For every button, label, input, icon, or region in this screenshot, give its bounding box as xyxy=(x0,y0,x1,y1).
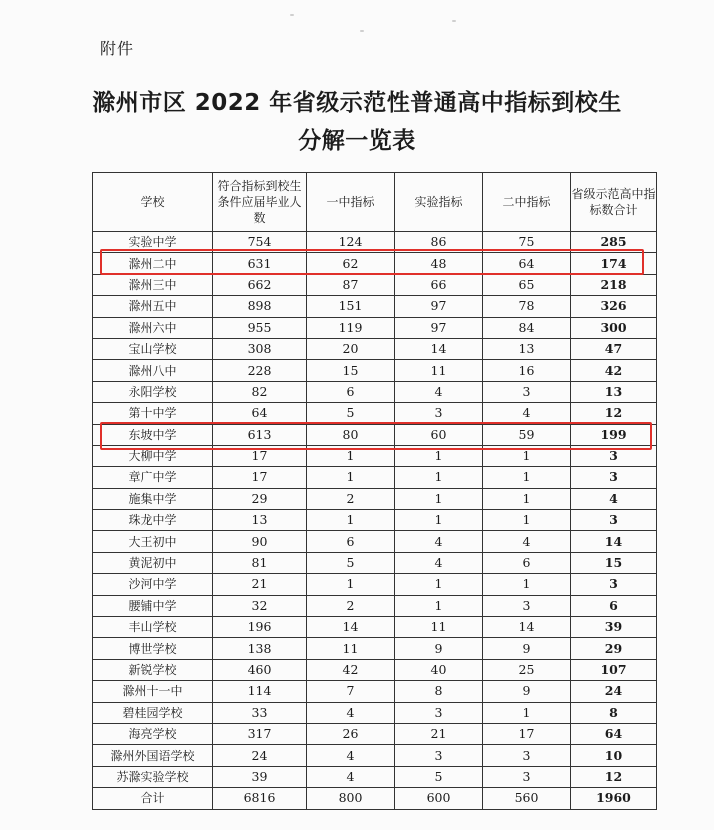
table-row xyxy=(93,681,657,702)
table-row xyxy=(93,617,657,638)
yizhong-quota-cell: 124 xyxy=(307,232,395,253)
total-quota-cell: 3 xyxy=(571,510,657,531)
school-cell: 滁州五中 xyxy=(93,296,213,317)
erzhong-quota-cell: 64 xyxy=(483,253,571,274)
col-header-yizhong: 一中指标 xyxy=(307,173,395,232)
graduates-cell: 21 xyxy=(213,574,307,595)
erzhong-quota-cell: 560 xyxy=(483,788,571,809)
total-quota-cell: 13 xyxy=(571,381,657,402)
school-cell: 大王初中 xyxy=(93,531,213,552)
yizhong-quota-cell: 42 xyxy=(307,659,395,680)
yizhong-quota-cell: 1 xyxy=(307,445,395,466)
shiyan-quota-cell: 1 xyxy=(395,510,483,531)
yizhong-quota-cell: 6 xyxy=(307,531,395,552)
yizhong-quota-cell: 7 xyxy=(307,681,395,702)
yizhong-quota-cell: 1 xyxy=(307,574,395,595)
graduates-cell: 631 xyxy=(213,253,307,274)
school-cell: 博世学校 xyxy=(93,638,213,659)
scan-speck xyxy=(360,30,364,32)
erzhong-quota-cell: 14 xyxy=(483,617,571,638)
total-quota-cell: 4 xyxy=(571,488,657,509)
yizhong-quota-cell: 151 xyxy=(307,296,395,317)
graduates-cell: 138 xyxy=(213,638,307,659)
shiyan-quota-cell: 11 xyxy=(395,617,483,638)
graduates-cell: 82 xyxy=(213,381,307,402)
yizhong-quota-cell: 62 xyxy=(307,253,395,274)
table-row xyxy=(93,552,657,573)
erzhong-quota-cell: 6 xyxy=(483,552,571,573)
shiyan-quota-cell: 1 xyxy=(395,595,483,616)
erzhong-quota-cell: 4 xyxy=(483,403,571,424)
graduates-cell: 114 xyxy=(213,681,307,702)
shiyan-quota-cell: 66 xyxy=(395,274,483,295)
shiyan-quota-cell: 3 xyxy=(395,702,483,723)
school-cell: 滁州八中 xyxy=(93,360,213,381)
table-row xyxy=(93,296,657,317)
shiyan-quota-cell: 600 xyxy=(395,788,483,809)
yizhong-quota-cell: 2 xyxy=(307,488,395,509)
yizhong-quota-cell: 20 xyxy=(307,338,395,359)
graduates-cell: 33 xyxy=(213,702,307,723)
table-row xyxy=(93,403,657,424)
yizhong-quota-cell: 5 xyxy=(307,552,395,573)
total-quota-cell: 300 xyxy=(571,317,657,338)
yizhong-quota-cell: 15 xyxy=(307,360,395,381)
scan-speck xyxy=(452,20,456,22)
school-cell: 珠龙中学 xyxy=(93,510,213,531)
erzhong-quota-cell: 3 xyxy=(483,595,571,616)
total-quota-cell: 64 xyxy=(571,723,657,744)
shiyan-quota-cell: 97 xyxy=(395,296,483,317)
graduates-cell: 6816 xyxy=(213,788,307,809)
erzhong-quota-cell: 59 xyxy=(483,424,571,445)
school-cell: 海亮学校 xyxy=(93,723,213,744)
erzhong-quota-cell: 84 xyxy=(483,317,571,338)
erzhong-quota-cell: 9 xyxy=(483,681,571,702)
shiyan-quota-cell: 14 xyxy=(395,338,483,359)
school-cell: 合计 xyxy=(93,788,213,809)
col-header-total: 省级示范高中指标数合计 xyxy=(571,173,657,232)
graduates-cell: 24 xyxy=(213,745,307,766)
graduates-cell: 898 xyxy=(213,296,307,317)
school-cell: 第十中学 xyxy=(93,403,213,424)
table-row xyxy=(93,445,657,466)
shiyan-quota-cell: 5 xyxy=(395,766,483,787)
school-cell: 滁州二中 xyxy=(93,253,213,274)
shiyan-quota-cell: 1 xyxy=(395,467,483,488)
erzhong-quota-cell: 13 xyxy=(483,338,571,359)
shiyan-quota-cell: 3 xyxy=(395,745,483,766)
total-quota-cell: 12 xyxy=(571,766,657,787)
shiyan-quota-cell: 4 xyxy=(395,552,483,573)
table-row xyxy=(93,766,657,787)
total-quota-cell: 12 xyxy=(571,403,657,424)
erzhong-quota-cell: 1 xyxy=(483,445,571,466)
erzhong-quota-cell: 1 xyxy=(483,702,571,723)
col-header-graduates: 符合指标到校生条件应届毕业人数 xyxy=(213,173,307,232)
school-cell: 施集中学 xyxy=(93,488,213,509)
shiyan-quota-cell: 40 xyxy=(395,659,483,680)
erzhong-quota-cell: 4 xyxy=(483,531,571,552)
yizhong-quota-cell: 6 xyxy=(307,381,395,402)
graduates-cell: 662 xyxy=(213,274,307,295)
school-cell: 永阳学校 xyxy=(93,381,213,402)
yizhong-quota-cell: 5 xyxy=(307,403,395,424)
erzhong-quota-cell: 78 xyxy=(483,296,571,317)
table-row xyxy=(93,488,657,509)
school-cell: 章广中学 xyxy=(93,467,213,488)
total-quota-cell: 39 xyxy=(571,617,657,638)
shiyan-quota-cell: 60 xyxy=(395,424,483,445)
graduates-cell: 13 xyxy=(213,510,307,531)
total-quota-cell: 6 xyxy=(571,595,657,616)
shiyan-quota-cell: 86 xyxy=(395,232,483,253)
table-row xyxy=(93,467,657,488)
document-title: 滁州市区 2022 年省级示范性普通高中指标到校生 xyxy=(92,90,622,116)
school-cell: 滁州外国语学校 xyxy=(93,745,213,766)
table-body xyxy=(93,232,657,810)
table-row xyxy=(93,381,657,402)
table-row xyxy=(93,338,657,359)
table-header-row xyxy=(93,173,657,232)
yizhong-quota-cell: 119 xyxy=(307,317,395,338)
graduates-cell: 29 xyxy=(213,488,307,509)
yizhong-quota-cell: 11 xyxy=(307,638,395,659)
table-row xyxy=(93,317,657,338)
table-row xyxy=(93,574,657,595)
total-quota-cell: 24 xyxy=(571,681,657,702)
total-quota-cell: 326 xyxy=(571,296,657,317)
total-quota-cell: 3 xyxy=(571,445,657,466)
graduates-cell: 460 xyxy=(213,659,307,680)
school-cell: 大柳中学 xyxy=(93,445,213,466)
erzhong-quota-cell: 3 xyxy=(483,745,571,766)
graduates-cell: 81 xyxy=(213,552,307,573)
table-row xyxy=(93,360,657,381)
school-cell: 腰铺中学 xyxy=(93,595,213,616)
total-quota-cell: 10 xyxy=(571,745,657,766)
school-cell: 苏滁实验学校 xyxy=(93,766,213,787)
col-header-school: 学校 xyxy=(93,173,213,232)
total-quota-cell: 15 xyxy=(571,552,657,573)
col-header-erzhong: 二中指标 xyxy=(483,173,571,232)
yizhong-quota-cell: 1 xyxy=(307,510,395,531)
yizhong-quota-cell: 4 xyxy=(307,766,395,787)
yizhong-quota-cell: 87 xyxy=(307,274,395,295)
school-cell: 宝山学校 xyxy=(93,338,213,359)
table-row xyxy=(93,788,657,809)
table-row xyxy=(93,723,657,744)
graduates-cell: 17 xyxy=(213,467,307,488)
table-row xyxy=(93,745,657,766)
table-row xyxy=(93,659,657,680)
shiyan-quota-cell: 8 xyxy=(395,681,483,702)
shiyan-quota-cell: 4 xyxy=(395,381,483,402)
yizhong-quota-cell: 2 xyxy=(307,595,395,616)
total-quota-cell: 285 xyxy=(571,232,657,253)
graduates-cell: 17 xyxy=(213,445,307,466)
scan-speck xyxy=(290,14,294,16)
school-cell: 滁州十一中 xyxy=(93,681,213,702)
table-row xyxy=(93,531,657,552)
graduates-cell: 754 xyxy=(213,232,307,253)
graduates-cell: 64 xyxy=(213,403,307,424)
school-cell: 实验中学 xyxy=(93,232,213,253)
shiyan-quota-cell: 21 xyxy=(395,723,483,744)
school-cell: 滁州三中 xyxy=(93,274,213,295)
yizhong-quota-cell: 26 xyxy=(307,723,395,744)
graduates-cell: 613 xyxy=(213,424,307,445)
table-row xyxy=(93,253,657,274)
yizhong-quota-cell: 14 xyxy=(307,617,395,638)
total-quota-cell: 47 xyxy=(571,338,657,359)
erzhong-quota-cell: 3 xyxy=(483,381,571,402)
table-row xyxy=(93,702,657,723)
school-cell: 沙河中学 xyxy=(93,574,213,595)
total-quota-cell: 14 xyxy=(571,531,657,552)
shiyan-quota-cell: 1 xyxy=(395,574,483,595)
col-header-shiyan: 实验指标 xyxy=(395,173,483,232)
erzhong-quota-cell: 75 xyxy=(483,232,571,253)
total-quota-cell: 107 xyxy=(571,659,657,680)
school-cell: 东坡中学 xyxy=(93,424,213,445)
total-quota-cell: 29 xyxy=(571,638,657,659)
shiyan-quota-cell: 48 xyxy=(395,253,483,274)
graduates-cell: 317 xyxy=(213,723,307,744)
total-quota-cell: 8 xyxy=(571,702,657,723)
table-row xyxy=(93,510,657,531)
yizhong-quota-cell: 80 xyxy=(307,424,395,445)
erzhong-quota-cell: 1 xyxy=(483,467,571,488)
erzhong-quota-cell: 3 xyxy=(483,766,571,787)
total-quota-cell: 1960 xyxy=(571,788,657,809)
school-cell: 碧桂园学校 xyxy=(93,702,213,723)
erzhong-quota-cell: 1 xyxy=(483,574,571,595)
shiyan-quota-cell: 11 xyxy=(395,360,483,381)
erzhong-quota-cell: 9 xyxy=(483,638,571,659)
erzhong-quota-cell: 16 xyxy=(483,360,571,381)
shiyan-quota-cell: 1 xyxy=(395,445,483,466)
graduates-cell: 228 xyxy=(213,360,307,381)
table-row xyxy=(93,424,657,445)
graduates-cell: 196 xyxy=(213,617,307,638)
yizhong-quota-cell: 800 xyxy=(307,788,395,809)
total-quota-cell: 3 xyxy=(571,574,657,595)
graduates-cell: 90 xyxy=(213,531,307,552)
quota-table xyxy=(92,172,657,810)
erzhong-quota-cell: 17 xyxy=(483,723,571,744)
erzhong-quota-cell: 1 xyxy=(483,510,571,531)
shiyan-quota-cell: 3 xyxy=(395,403,483,424)
shiyan-quota-cell: 97 xyxy=(395,317,483,338)
shiyan-quota-cell: 9 xyxy=(395,638,483,659)
total-quota-cell: 199 xyxy=(571,424,657,445)
table-row xyxy=(93,595,657,616)
erzhong-quota-cell: 65 xyxy=(483,274,571,295)
table-row xyxy=(93,638,657,659)
table-row xyxy=(93,274,657,295)
school-cell: 新锐学校 xyxy=(93,659,213,680)
erzhong-quota-cell: 1 xyxy=(483,488,571,509)
graduates-cell: 955 xyxy=(213,317,307,338)
total-quota-cell: 174 xyxy=(571,253,657,274)
school-cell: 丰山学校 xyxy=(93,617,213,638)
total-quota-cell: 42 xyxy=(571,360,657,381)
table-row xyxy=(93,232,657,253)
graduates-cell: 32 xyxy=(213,595,307,616)
total-quota-cell: 3 xyxy=(571,467,657,488)
graduates-cell: 308 xyxy=(213,338,307,359)
shiyan-quota-cell: 4 xyxy=(395,531,483,552)
yizhong-quota-cell: 1 xyxy=(307,467,395,488)
yizhong-quota-cell: 4 xyxy=(307,745,395,766)
attachment-label: 附件 xyxy=(100,39,135,58)
shiyan-quota-cell: 1 xyxy=(395,488,483,509)
erzhong-quota-cell: 25 xyxy=(483,659,571,680)
graduates-cell: 39 xyxy=(213,766,307,787)
total-quota-cell: 218 xyxy=(571,274,657,295)
school-cell: 黄泥初中 xyxy=(93,552,213,573)
yizhong-quota-cell: 4 xyxy=(307,702,395,723)
document-subtitle: 分解一览表 xyxy=(298,128,416,154)
school-cell: 滁州六中 xyxy=(93,317,213,338)
